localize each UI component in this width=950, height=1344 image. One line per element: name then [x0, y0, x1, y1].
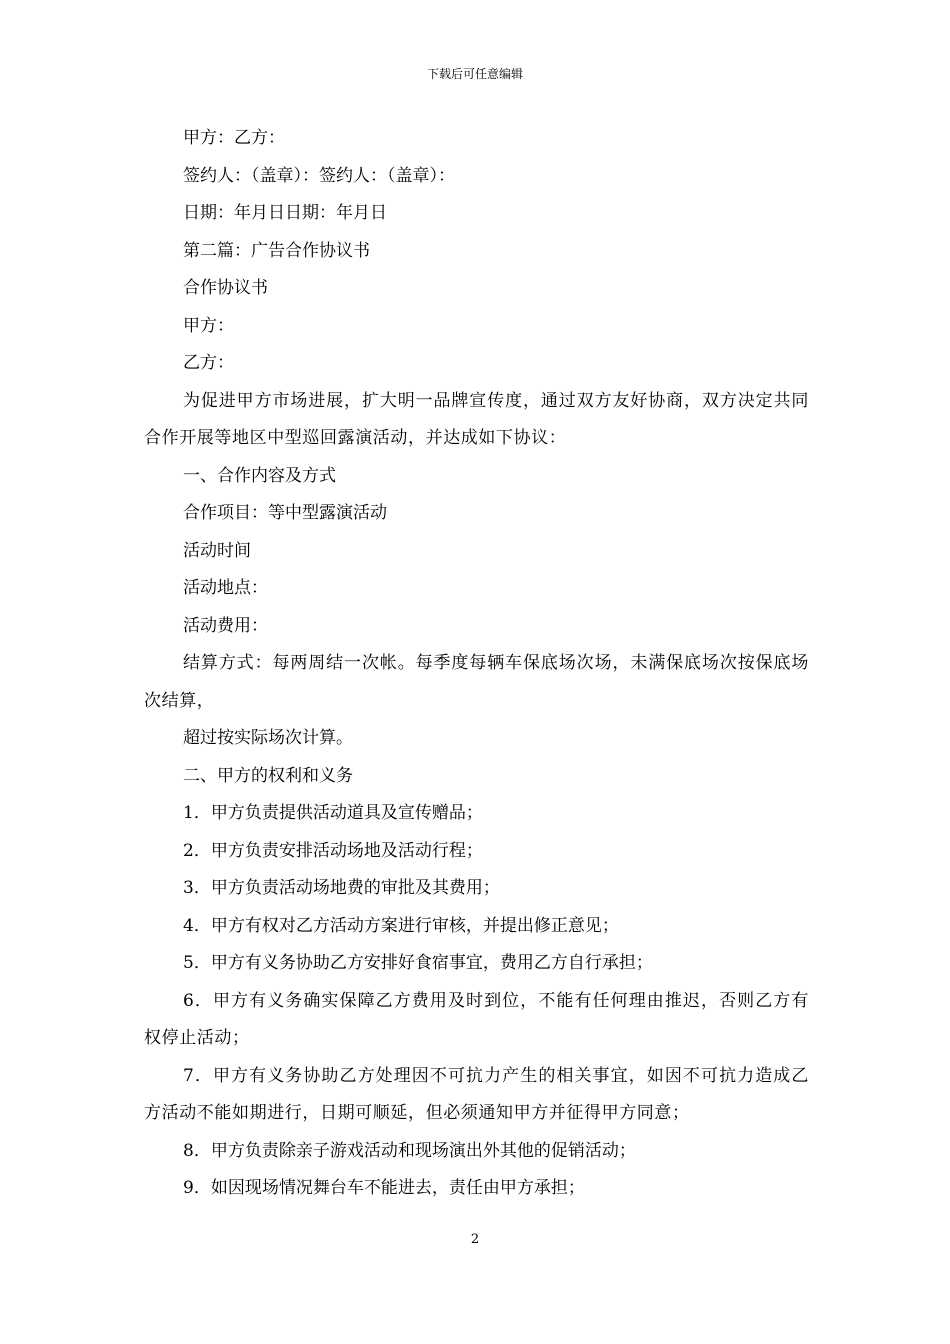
page-header: 下载后可任意编辑 — [426, 67, 523, 81]
paragraph-location: 活动地点： — [183, 578, 268, 598]
heading-party-a-rights: 二、甲方的权利和义务 — [183, 765, 353, 786]
heading-cooperation: 一、合作内容及方式 — [183, 465, 336, 486]
page-number: 2 — [470, 1232, 480, 1247]
paragraph-cost: 活动费用： — [183, 615, 268, 636]
paragraph-signers: 签约人：（盖章）：签约人：（盖章）： — [183, 165, 455, 186]
list-item: 8．甲方负责除亲子游戏活动和现场演出外其他的促销活动； — [183, 1140, 636, 1161]
paragraph-signature-parties: 甲方：乙方： — [183, 128, 285, 148]
list-item: 1．甲方负责提供活动道具及宣传赠品； — [183, 803, 483, 823]
list-item: 9．如因现场情况舞台车不能进去，责任由甲方承担； — [183, 1178, 585, 1198]
list-item: 2．甲方负责安排活动场地及活动行程； — [183, 840, 483, 861]
list-item: 7．甲方有义务协助乙方处理因不可抗力产生的相关事宜，如因不可抗力造成乙方活动不能如期进行，日期可顺延，但必须通知甲方并征得甲方同意； — [144, 1065, 809, 1123]
paragraph-project: 合作项目：等中型露演活动 — [183, 503, 387, 523]
paragraph-settlement: 结算方式：每两周结一次帐。每季度每辆车保底场次场，未满保底场次按保底场次结算， — [144, 653, 809, 711]
document-title: 合作协议书 — [183, 278, 268, 298]
list-item: 5．甲方有义务协助乙方安排好食宿事宜，费用乙方自行承担； — [183, 953, 653, 973]
list-item: 6．甲方有义务确实保障乙方费用及时到位，不能有任何理由推迟，否则乙方有权停止活动； — [144, 990, 809, 1048]
paragraph-intro: 为促进甲方市场进展，扩大明一品牌宣传度，通过双方友好协商，双方决定共同合作开展等地区中型巡回露演活动，并达成如下协议： — [144, 390, 809, 448]
paragraph-time: 活动时间 — [183, 540, 251, 561]
paragraph-dates: 日期：年月日日期：年月日 — [183, 203, 387, 223]
party-a-label: 甲方： — [183, 315, 234, 336]
paragraph-settlement-excess: 超过按实际场次计算。 — [183, 728, 353, 748]
list-item: 4．甲方有权对乙方活动方案进行审核，并提出修正意见； — [183, 915, 619, 936]
section-title: 第二篇：广告合作协议书 — [183, 240, 370, 261]
party-b-label: 乙方： — [183, 353, 234, 373]
list-item: 3．甲方负责活动场地费的审批及其费用； — [183, 878, 500, 898]
document-body — [144, 120, 809, 1208]
